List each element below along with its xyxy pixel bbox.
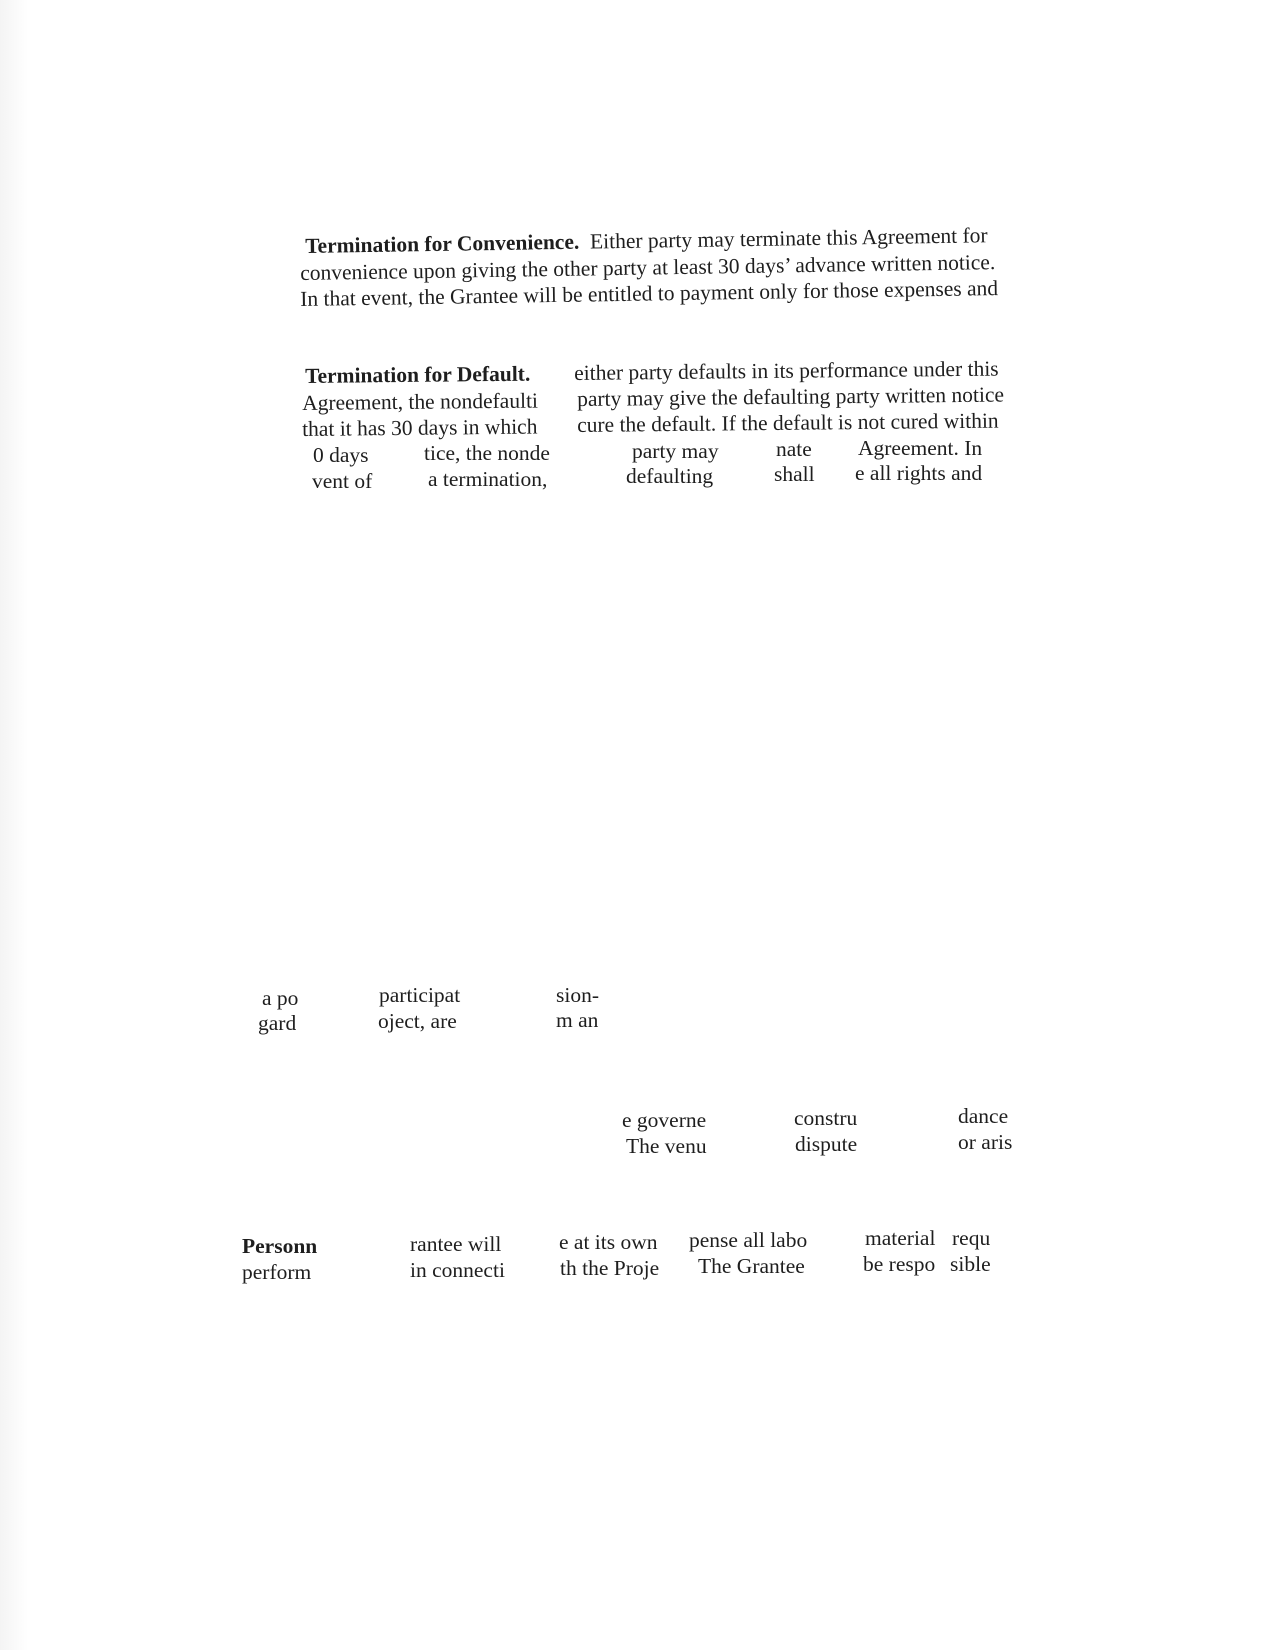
default-left-line-2: that it has 30 days in which: [302, 414, 538, 441]
fragment-b-col2-line2: dispute: [795, 1132, 858, 1156]
default-right-line-1: either party defaults in its performance under this: [574, 356, 999, 385]
fragment-b-col1-line1: e governe: [622, 1108, 707, 1132]
fragment-a-col3-line2: m an: [556, 1008, 599, 1032]
default-row5-col1: defaulting: [626, 464, 714, 488]
default-left-line-4: vent of: [312, 469, 373, 493]
fragment-b-col2-line1: constru: [794, 1106, 858, 1130]
personnel-col4-line1: pense all labo: [689, 1228, 808, 1252]
convenience-heading: Termination for Convenience.: [305, 229, 580, 258]
fragment-b-col3-line1: dance: [958, 1104, 1009, 1128]
default-row4-col2: nate: [776, 437, 812, 461]
default-row5-col3: e all rights and: [855, 461, 983, 485]
default-row5-col2: shall: [774, 462, 815, 486]
convenience-line-3: In that event, the Grantee will be entitled to payment only for those expenses and: [300, 276, 999, 311]
fragment-a-col2-line1: participat: [379, 983, 461, 1007]
fragment-a-col1-line1: a po: [262, 986, 299, 1010]
fragment-b-col3-line2: or aris: [958, 1130, 1013, 1154]
personnel-col6-line2: sible: [950, 1252, 991, 1276]
default-row4-col1: party may: [632, 439, 719, 463]
default-right-line-3: cure the default. If the default is not cured within: [577, 408, 999, 437]
personnel-col4-line2: The Grantee: [698, 1254, 805, 1278]
fragment-a-col2-line2: oject, are: [378, 1009, 457, 1033]
personnel-col3-line1: e at its own: [559, 1230, 658, 1254]
personnel-col6-line1: requ: [952, 1226, 991, 1250]
default-left-line-1: Agreement, the nondefaulti: [302, 388, 539, 415]
default-heading: Termination for Default.: [305, 361, 531, 388]
personnel-col5-line2: be respo: [863, 1252, 936, 1276]
personnel-heading: Personn: [242, 1234, 318, 1258]
default-row4-col3: Agreement. In: [858, 436, 983, 460]
fragment-a-col1-line2: gard: [258, 1011, 297, 1035]
scan-edge-shadow: [0, 0, 28, 1650]
default-mid-line-2: a termination,: [428, 467, 548, 491]
personnel-col1-line2: perform: [242, 1260, 312, 1284]
personnel-col2-line2: in connecti: [410, 1258, 505, 1282]
personnel-col2-line1: rantee will: [410, 1232, 502, 1256]
default-right-line-2: party may give the defaulting party written notice: [577, 382, 1005, 411]
convenience-line-2: convenience upon giving the other party at least 30 days’ advance written notice.: [300, 250, 996, 285]
personnel-col3-line2: th the Proje: [560, 1256, 660, 1280]
default-left-line-3: 0 days: [313, 443, 369, 467]
convenience-text-1: Either party may terminate this Agreement for: [589, 223, 988, 254]
fragment-a-col3-line1: sion-: [556, 983, 599, 1007]
fragment-b-col1-line2: The venu: [626, 1134, 707, 1158]
default-mid-line-1: tice, the nonde: [424, 441, 550, 465]
personnel-col5-line1: material: [865, 1226, 936, 1250]
